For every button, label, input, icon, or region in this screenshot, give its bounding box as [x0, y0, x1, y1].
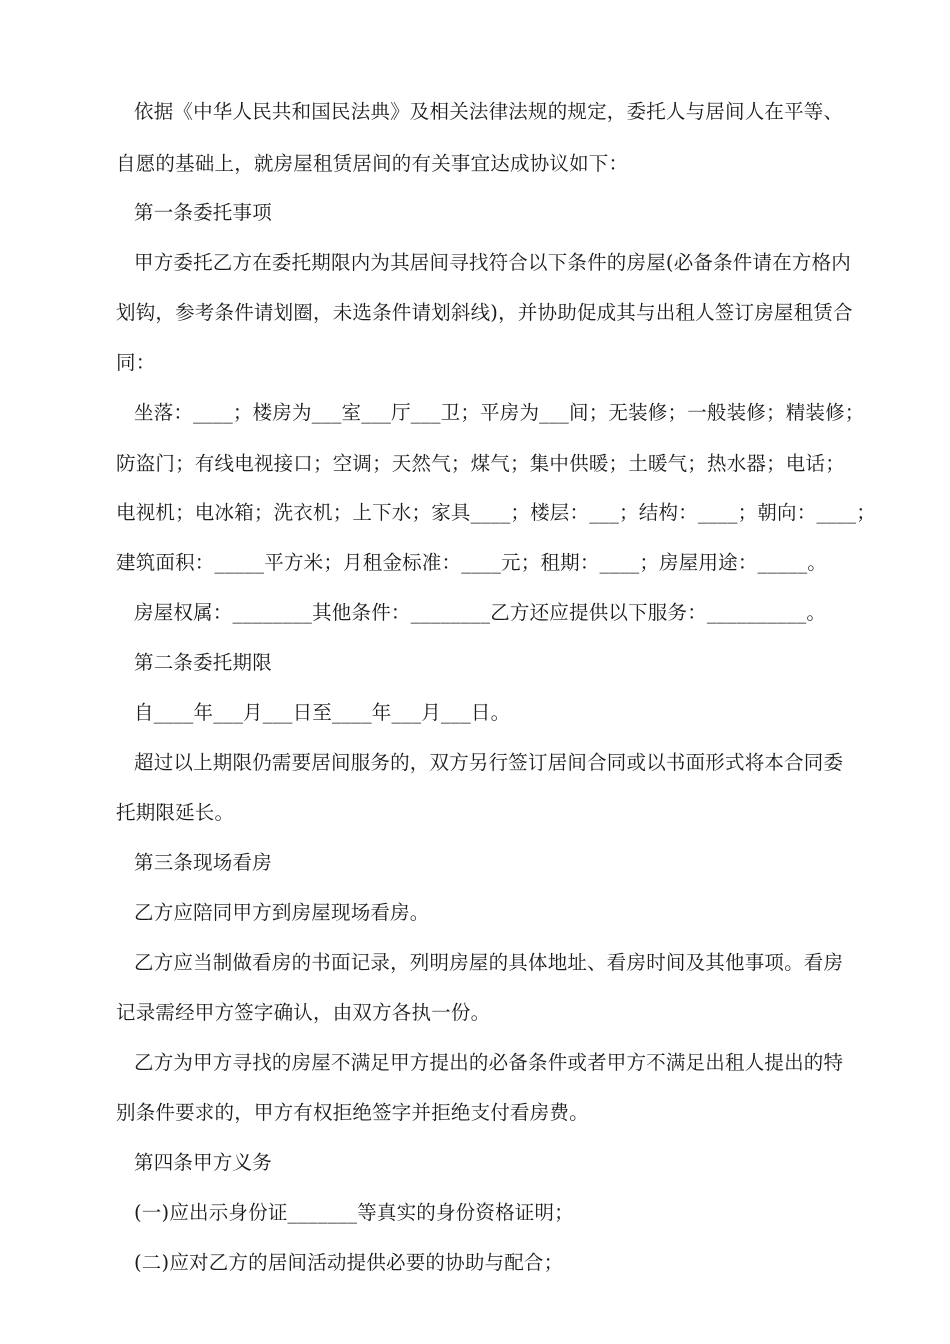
- section-heading: 第四条甲方义务: [134, 1151, 272, 1174]
- paragraph-line: 依据《中华人民共和国民法典》及相关法律法规的规定，委托人与居间人在平等、: [134, 100, 844, 123]
- paragraph-line: 托期限延长。: [116, 801, 235, 824]
- paragraph-line: 自愿的基础上，就房屋租赁居间的有关事宜达成协议如下：: [116, 152, 629, 175]
- paragraph-line: 划钩，参考条件请划圈，未选条件请划斜线)，并协助促成其与出租人签订房屋租赁合: [116, 301, 853, 324]
- paragraph-line: 房屋权属：________其他条件：________乙方还应提供以下服务：__________。: [134, 601, 827, 624]
- paragraph-line: 甲方委托乙方在委托期限内为其居间寻找符合以下条件的房屋(必备条件请在方格内: [134, 251, 852, 274]
- paragraph-line: 乙方为甲方寻找的房屋不满足甲方提出的必备条件或者甲方不满足出租人提出的特: [134, 1051, 844, 1074]
- paragraph-line: 别条件要求的，甲方有权拒绝签字并拒绝支付看房费。: [116, 1101, 589, 1124]
- section-heading: 第二条委托期限: [134, 651, 272, 674]
- paragraph-line: 乙方应陪同甲方到房屋现场看房。: [134, 901, 430, 924]
- paragraph-line: (一)应出示身份证_______等真实的身份资格证明；: [134, 1201, 574, 1224]
- section-heading: 第三条现场看房: [134, 851, 272, 874]
- paragraph-line: 坐落：____；楼房为___室___厅___卫；平房为___间；无装修；一般装修；精装修；: [134, 401, 865, 424]
- paragraph-line: 同：: [116, 351, 156, 374]
- paragraph-line: 超过以上期限仍需要居间服务的，双方另行签订居间合同或以书面形式将本合同委: [134, 751, 844, 774]
- paragraph-line: 乙方应当制做看房的书面记录，列明房屋的具体地址、看房时间及其他事项。看房: [134, 951, 844, 974]
- section-heading: 第一条委托事项: [134, 201, 272, 224]
- paragraph-line: 记录需经甲方签字确认，由双方各执一份。: [116, 1001, 491, 1024]
- paragraph-line: 防盗门；有线电视接口；空调；天然气；煤气；集中供暖；土暖气；热水器；电话；: [116, 452, 845, 475]
- paragraph-line: (二)应对乙方的居间活动提供必要的协助与配合；: [134, 1251, 564, 1274]
- paragraph-line: 自____年___月___日至____年___月___日。: [134, 701, 511, 724]
- paragraph-line: 电视机；电冰箱；洗衣机；上下水；家具____；楼层：___；结构：____；朝向：____；: [116, 501, 876, 524]
- paragraph-line: 建筑面积：_____平方米；月租金标准：____元；租期：____；房屋用途：_____。: [116, 551, 828, 574]
